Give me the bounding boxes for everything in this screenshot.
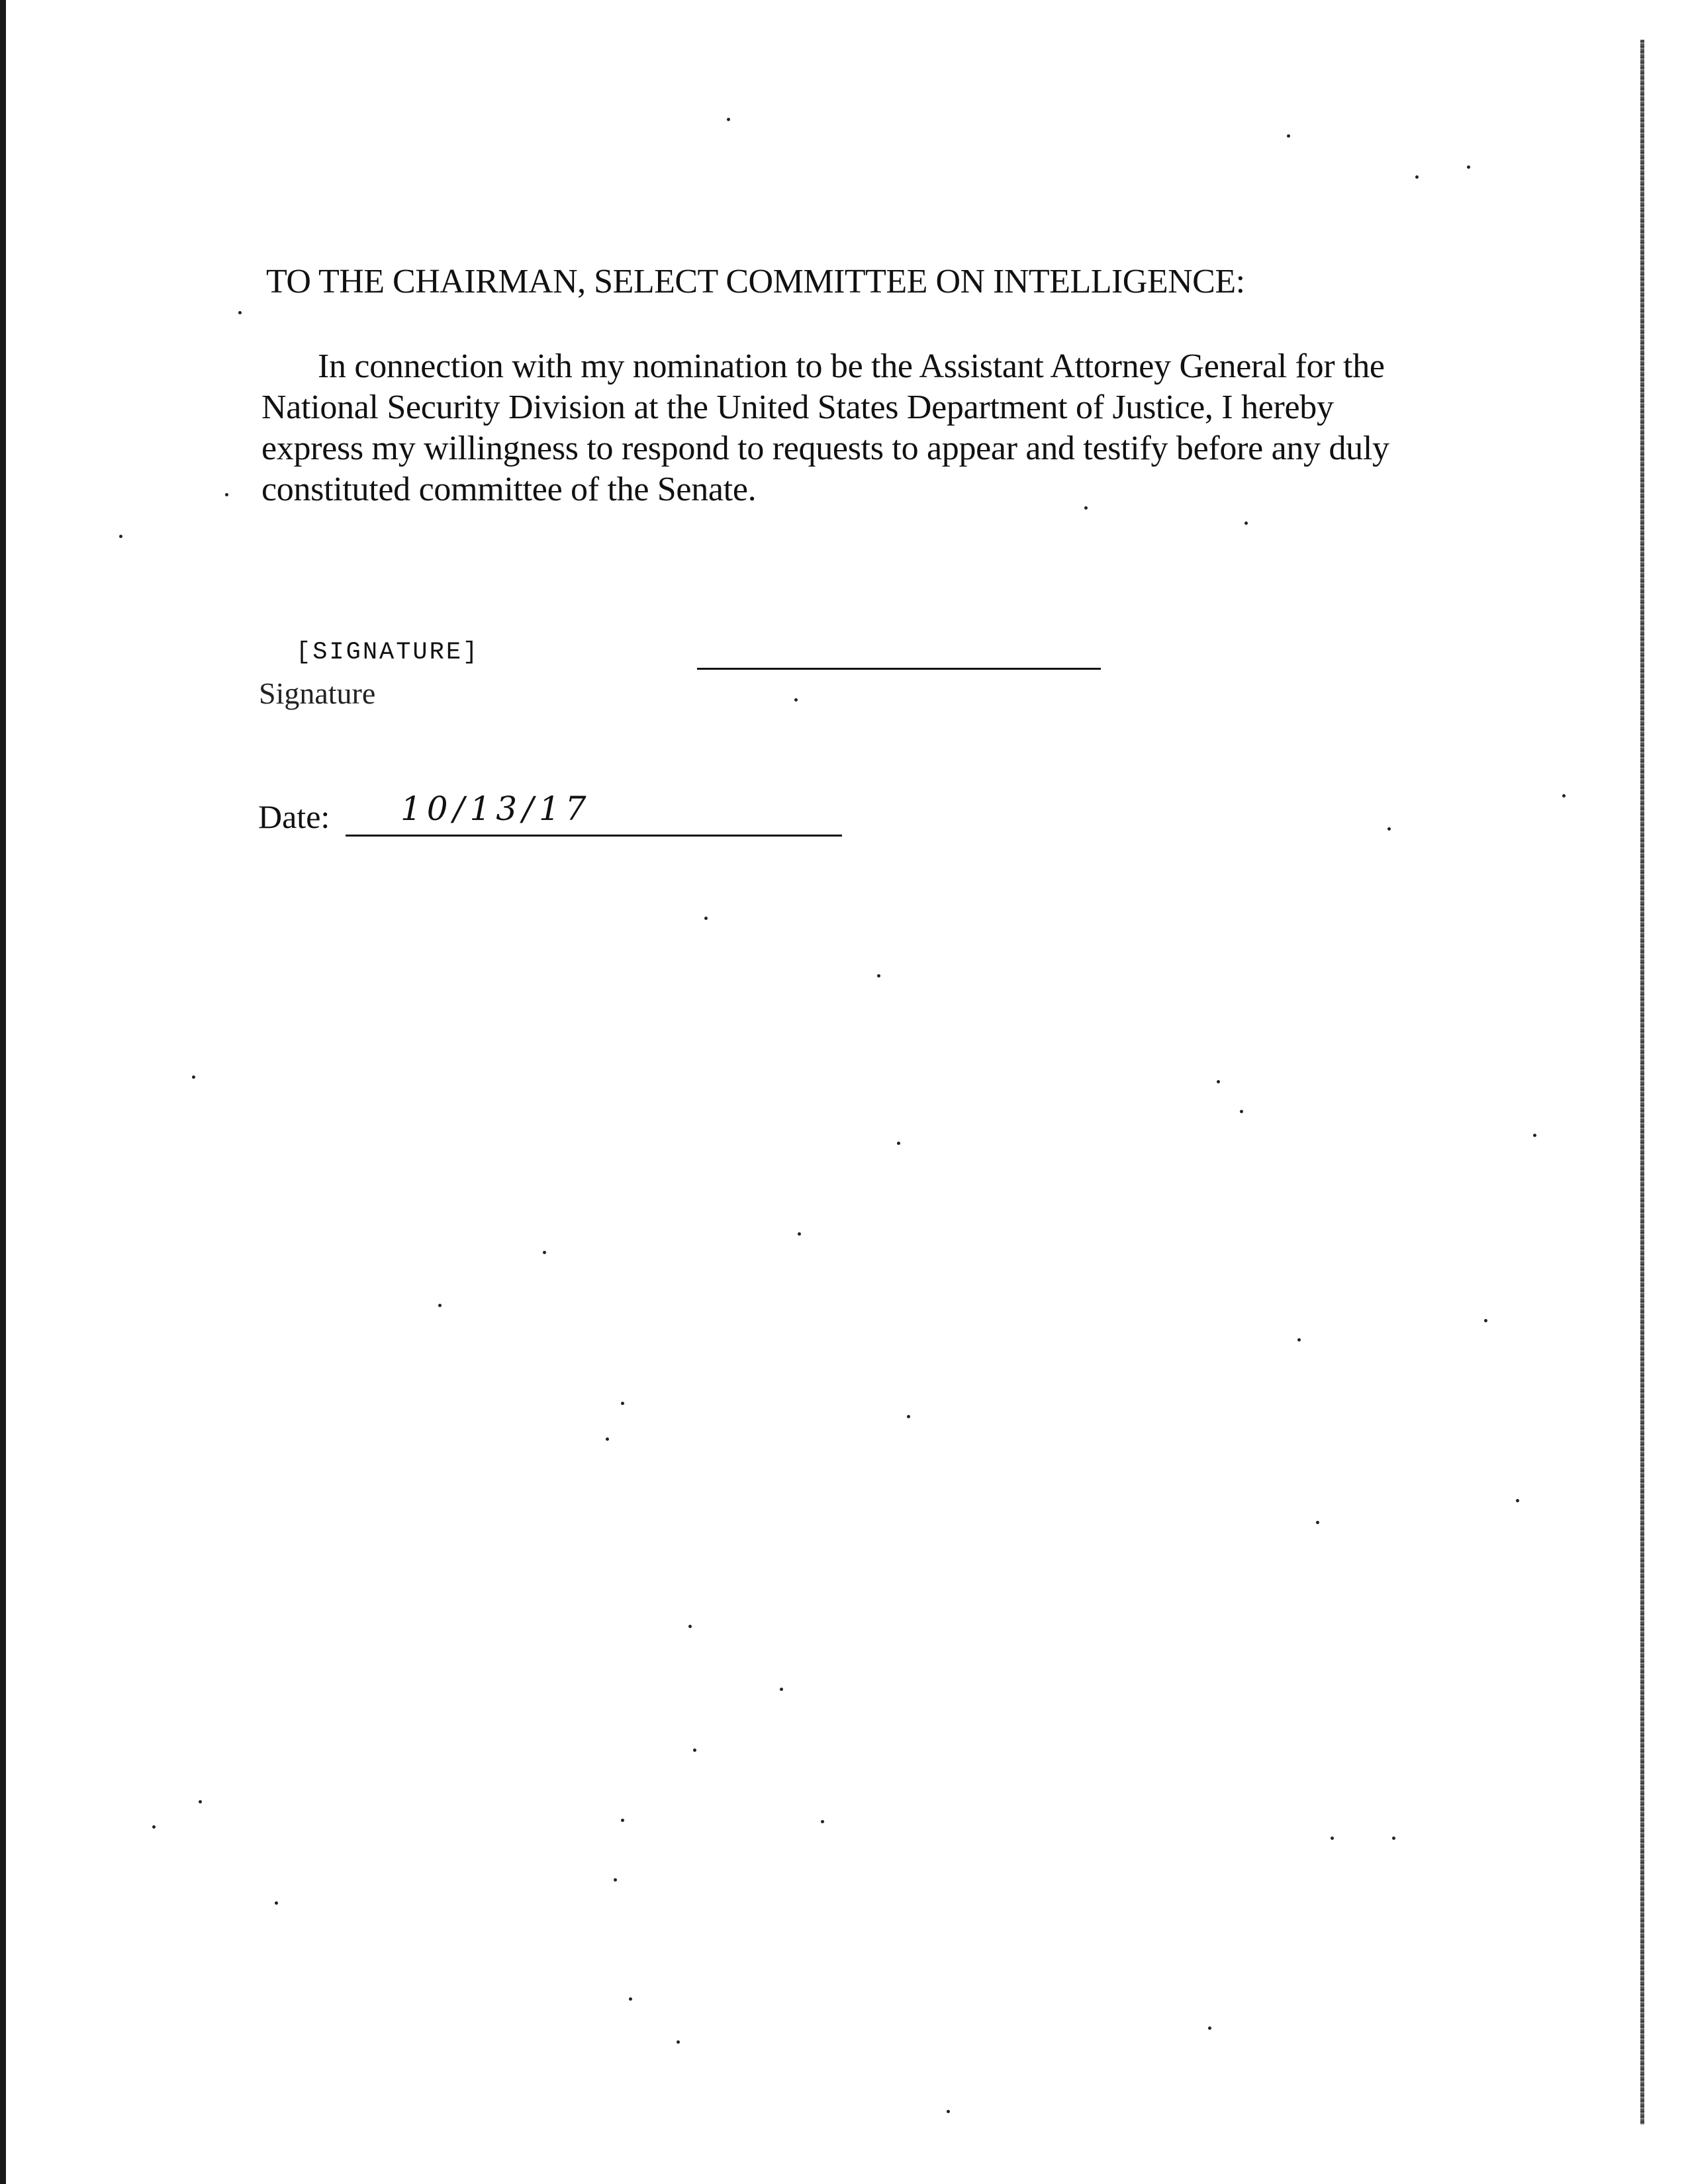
- scan-edge-left: [0, 0, 6, 2184]
- body-line: express my willingness to respond to requests to appear and testify before any duly: [261, 430, 1389, 467]
- scan-speck: [1533, 1134, 1536, 1137]
- date-line: [346, 835, 842, 837]
- scan-speck: [152, 1825, 156, 1829]
- scan-edge-right: [1640, 40, 1644, 2124]
- body-line: National Security Division at the United States Department of Justice, I hereby: [261, 388, 1334, 426]
- scan-speck: [1217, 1080, 1220, 1083]
- signature-placeholder: [SIGNATURE]: [296, 639, 480, 666]
- scan-speck: [1415, 175, 1419, 179]
- scan-speck: [629, 1997, 632, 2001]
- scan-speck: [688, 1625, 692, 1628]
- scan-speck: [877, 974, 880, 978]
- scan-speck: [1467, 165, 1470, 169]
- scan-speck: [543, 1251, 546, 1254]
- scan-speck: [621, 1402, 624, 1405]
- date-row: [258, 790, 854, 856]
- scan-speck: [1331, 1837, 1334, 1840]
- scan-speck: [821, 1820, 824, 1823]
- scan-speck: [199, 1800, 202, 1803]
- signature-label: Signature: [259, 676, 376, 710]
- scan-speck: [119, 535, 122, 538]
- scan-speck: [621, 1819, 624, 1822]
- body-line: In connection with my nomination to be the Assistant Attorney General for the: [318, 347, 1385, 385]
- scan-speck: [897, 1142, 900, 1145]
- scan-speck: [1484, 1319, 1487, 1322]
- scan-speck: [225, 493, 228, 496]
- scan-speck: [1240, 1110, 1243, 1113]
- body-line: constituted committee of the Senate.: [261, 471, 757, 508]
- scan-speck: [907, 1415, 910, 1418]
- letter-body: [261, 346, 1460, 510]
- scan-speck: [704, 917, 708, 920]
- date-value-handwritten: 10/13/17: [400, 790, 592, 828]
- scan-speck: [1287, 134, 1290, 138]
- scan-speck: [275, 1901, 278, 1905]
- date-label: Date:: [258, 798, 330, 835]
- scan-speck: [693, 1749, 696, 1752]
- scan-speck: [794, 698, 798, 702]
- scan-speck: [1562, 794, 1566, 797]
- scan-speck: [1392, 1837, 1395, 1840]
- scan-speck: [1208, 2026, 1211, 2030]
- salutation-heading: TO THE CHAIRMAN, SELECT COMMITTEE ON INTELLIGENCE:: [266, 263, 1245, 300]
- scan-speck: [947, 2110, 950, 2113]
- scan-speck: [192, 1075, 195, 1079]
- scan-speck: [1516, 1499, 1519, 1502]
- scan-speck: [1387, 827, 1391, 831]
- scan-speck: [1316, 1521, 1319, 1524]
- scan-speck: [798, 1232, 801, 1236]
- scan-speck: [614, 1878, 617, 1882]
- signature-line: [697, 668, 1101, 670]
- scan-speck: [1244, 522, 1248, 525]
- scan-speck: [727, 118, 730, 121]
- scan-speck: [780, 1688, 783, 1691]
- scan-speck: [438, 1304, 442, 1307]
- scan-speck: [677, 2040, 680, 2044]
- scan-speck: [606, 1437, 609, 1441]
- scan-speck: [1297, 1338, 1301, 1342]
- scan-speck: [238, 311, 242, 314]
